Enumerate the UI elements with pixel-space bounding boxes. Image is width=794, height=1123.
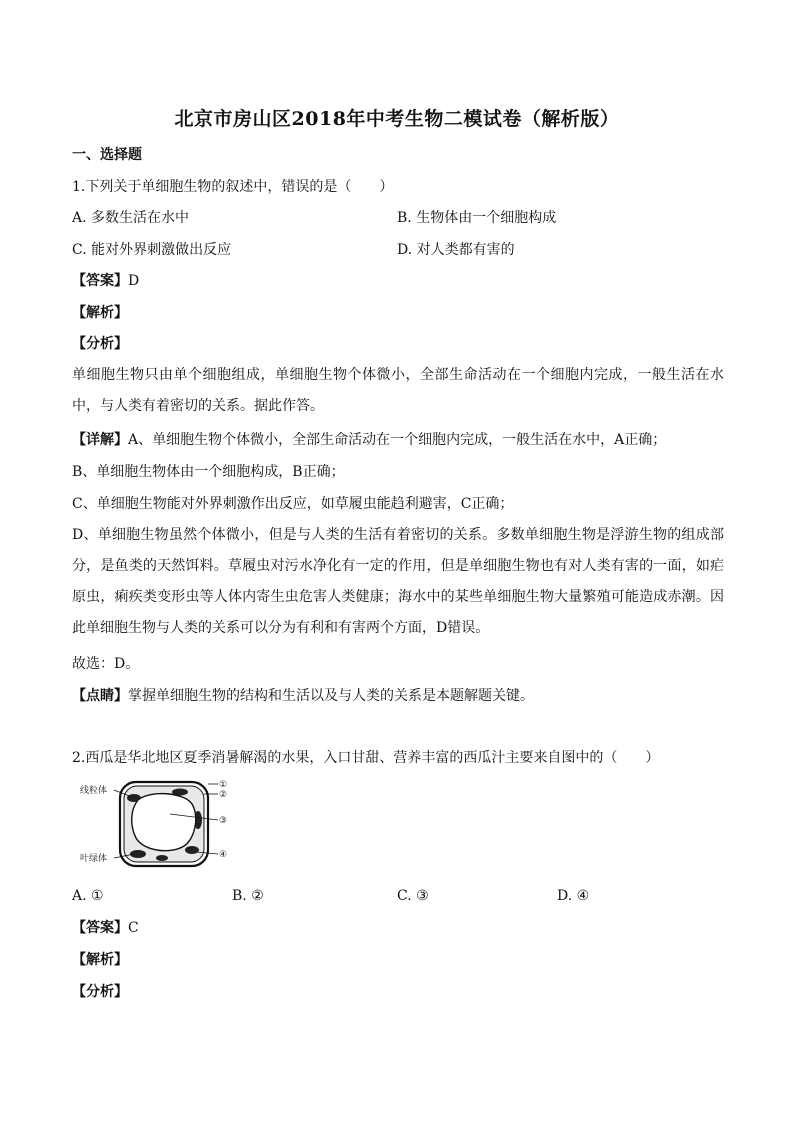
q1-detail-b: B、单细胞生物体由一个细胞构成，B正确； — [72, 464, 345, 480]
q1-detail-a: A、单细胞生物个体微小，全部生命活动在一个细胞内完成，一般生活在水中，A正确； — [128, 432, 667, 448]
page-title: 北京市房山区2018年中考生物二模试卷（解析版） — [174, 108, 620, 130]
q1-comment: 掌握单细胞生物的结构和生活以及与人类的关系是本题解题关键。 — [128, 688, 534, 704]
q1-answer-tag: 【答案】 — [72, 273, 128, 289]
q1-option-c: C. 能对外界刺激做出反应 — [72, 242, 232, 258]
q1-detail-tag: 【详解】 — [72, 432, 128, 448]
q2-option-d: D. ④ — [557, 888, 590, 904]
q2-analysis-tag: 【解析】 — [72, 952, 128, 968]
q2-answer-tag: 【答案】 — [72, 920, 128, 936]
q1-choice: 故选：D。 — [72, 656, 140, 672]
question-1: 1.下列关于单细胞生物的叙述中，错误的是（ ） — [72, 179, 394, 195]
q1-option-b: B. 生物体由一个细胞构成 — [397, 210, 557, 226]
q1-answer-line — [72, 271, 139, 291]
section-heading: 一、选择题 — [72, 147, 142, 163]
question-2: 2.西瓜是华北地区夏季消暑解渴的水果，入口甘甜、营养丰富的西瓜汁主要来自图中的（ ） — [72, 750, 660, 766]
q2-fenxi-tag: 【分析】 — [72, 984, 128, 1000]
marker-1: ① — [219, 780, 228, 790]
q1-analysis-tag: 【解析】 — [72, 305, 128, 321]
marker-4: ④ — [219, 850, 228, 860]
q2-option-c: C. ③ — [397, 888, 429, 904]
q2-answer: C — [128, 920, 139, 936]
plant-cell-figure — [80, 778, 240, 870]
q2-option-b: B. ② — [232, 888, 264, 904]
vacuole-shape — [132, 794, 196, 851]
q2-answer-line — [72, 918, 139, 938]
label-mitochondria: 线粒体 — [80, 786, 108, 796]
q1-fenxi-text: 单细胞生物只由单个细胞组成，单细胞生物个体微小，全部生命活动在一个细胞内完成，一般生活在水中，与人类有着密切的关系。据此作答。 — [72, 367, 724, 414]
q1-comment-tag: 【点睛】 — [72, 688, 128, 704]
marker-3: ③ — [219, 816, 228, 826]
q1-option-d: D. 对人类都有害的 — [397, 242, 515, 258]
chloroplast-shape — [156, 855, 168, 861]
marker-2: ② — [219, 790, 228, 800]
q2-option-a: A. ① — [72, 888, 104, 904]
q1-detail-c: C、单细胞生物能对外界刺激作出反应，如草履虫能趋利避害，C正确； — [72, 496, 514, 512]
label-chloroplast: 叶绿体 — [80, 854, 108, 864]
q1-detail-d: D、单细胞生物虽然个体微小，但是与人类的生活有着密切的关系。多数单细胞生物是浮游生物的组成部分，是鱼类的天然饵料。草履虫对污水净化有一定的作用，但是单细胞生物也有对人类有害的一面，如疟原虫，痢疾类变形虫等人体内寄生虫危害人类健康；海水中的某些单细胞生物大量繁殖可能造成赤潮。因此单细胞生物与人类的关系可以分为有利和有害两个方面，D错误。 — [72, 527, 724, 636]
q1-option-a: A. 多数生活在水中 — [72, 210, 190, 226]
q1-fenxi-tag: 【分析】 — [72, 336, 128, 352]
q1-answer: D — [128, 273, 140, 289]
q1-detail-a-line — [72, 430, 666, 450]
q1-comment-line — [72, 686, 534, 706]
chloroplast-shape — [185, 846, 199, 854]
